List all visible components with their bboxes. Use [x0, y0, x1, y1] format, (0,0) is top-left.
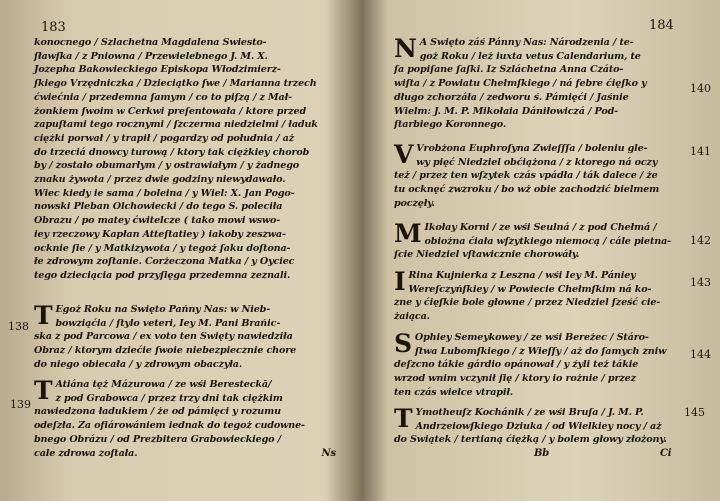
- intro-paragraph: [34, 36, 350, 283]
- text-line: długo zchorzáła / zedworu ś. Pámięći / Jaśnie: [394, 91, 629, 103]
- text-line: Vrobżona Euphroſyna Zwieſſſa / boleniu gle-: [416, 143, 648, 154]
- text-line: poczęły.: [394, 197, 435, 209]
- entry-142: [394, 221, 680, 262]
- initial-letter: T: [394, 404, 413, 433]
- text-line: tego dzieciącia pod przyſięga przedemna zeznali.: [34, 269, 291, 281]
- text-line: bowziąćia / ſtylo veteri, Iey M. Pani Brańic-: [55, 317, 281, 329]
- entry-number: 140: [690, 82, 711, 95]
- text-line: ska z pod Parcowa / ex voto ten Swięty nawiedziła: [34, 331, 293, 343]
- entry-144: [394, 331, 680, 400]
- text-line: nowski Pleban Olchowiecki / do tego S. poleciła: [34, 201, 283, 213]
- text-line: Obraz / ktorym dziećie ſwoie niebezpiecznie chore: [34, 345, 297, 357]
- signature-mark: Bb: [534, 448, 550, 460]
- text-line: ſa popiſane ſaſki. Iz Szláchetna Anna Czáto-: [394, 64, 624, 76]
- entry-number: 139: [10, 398, 31, 411]
- text-line: wrzod wnim vczynił ſię / ktory io rożnie / przez: [394, 373, 636, 385]
- text-line: nawiedzona ładukiem / że od pámięci y rozumu: [34, 406, 281, 418]
- text-line: iey rzeczowy Kapłan Atteſtatiey ) iakoby zeszwa-: [34, 228, 286, 240]
- initial-letter: N: [394, 34, 417, 63]
- text-line: by / zostało obumarłym / y ostrawiałym / y żadnego: [34, 160, 300, 172]
- initial-letter: T: [34, 376, 53, 405]
- text-line: cale zdrowa zoſtała.: [34, 447, 138, 459]
- text-line: do niego obiecała / y zdrowym obaczyła.: [34, 358, 243, 370]
- text-line: z pod Grabowca / przez trzy dni tak ciężkim: [55, 392, 283, 404]
- text-line: ciężki porwał / y trapił / pogardzy od południa / aż: [34, 132, 294, 144]
- text-line: zapuſtami tego rocznymi / ſzczerma niedzielmi / ładuk: [34, 119, 318, 131]
- text-line: Ophiey Semeykowey / ze wśi Bereżec / Stáro-: [414, 332, 649, 343]
- text-line: Andrzeiowſkiego Dziuka / od Wielkiey nocy / aż: [415, 420, 662, 432]
- text-line: też / przez ten wſzytek czás vpádła / ták dalece / że: [394, 170, 658, 182]
- text-line: ten czás wielce vtrapił.: [394, 386, 514, 398]
- text-line: ſcie Niedziel vſtawicznie chorowáły.: [394, 249, 580, 261]
- right-page: [362, 0, 720, 501]
- initial-letter: M: [394, 219, 422, 248]
- text-line: bnego Obrázu / od Prezbitera Grabowieckiego /: [34, 433, 281, 445]
- page-footer: [394, 447, 680, 461]
- text-line: Egoż Roku na Swięto Pańny Nas: w Nieb-: [55, 304, 271, 315]
- entry-138: [34, 303, 350, 372]
- text-line: ocknie ſie / y Matkizywota / y tegoż ſaku doſtona-: [34, 242, 291, 254]
- left-page: [0, 0, 356, 501]
- text-line: Atiána tęż Mázurowa / ze wśi Beresteckā/: [55, 379, 272, 390]
- entry-number: 138: [8, 320, 29, 333]
- entry-139: [34, 378, 350, 460]
- text-line: żaiąca.: [394, 311, 430, 323]
- initial-letter: V: [394, 140, 414, 169]
- text-line: zne y ćięſkie bole głowne / przez Niedziel ſześć cie-: [394, 297, 661, 309]
- initial-letter: T: [34, 301, 53, 330]
- text-line: Ymotheuſz Kochánik / ze wśi Bruſa / J. M. P.: [415, 407, 644, 418]
- text-line: Wereſczyńſkiey / w Powiecie Chełmſkim ná ko-: [408, 283, 652, 295]
- text-line: Wielm: J. M. P. Mikołaia Dániłowiczá / Pod-: [394, 105, 618, 117]
- entry-number: 142: [690, 234, 711, 247]
- text-line: łe zdrowym zoſtanie. Corżeczona Matka / y Oyciec: [34, 256, 295, 268]
- entry-number: 144: [690, 348, 711, 361]
- entry-number: 141: [690, 145, 711, 158]
- text-line: goż Roku / leż iuxta vetus Calendarium, te: [419, 50, 641, 62]
- page-number: 183: [41, 20, 66, 35]
- initial-letter: I: [394, 267, 406, 296]
- text-line: Rina Kujnierka z Leszna / wśi Iey M. Pániey: [408, 270, 636, 281]
- text-line: Ikołay Korni / ze wśi Seulná / z pod Chełmá /: [424, 222, 657, 233]
- catchword: Ns: [321, 447, 336, 459]
- text-line: wy pięć Niedziel obćiążona / z ktorego ná oczy: [416, 156, 658, 168]
- entry-145: [394, 406, 680, 461]
- text-line: ſkiego Vrzędniczka / Dzieciątko ſwe / Marianna trzech: [34, 78, 317, 90]
- text-line: konocnego / Szlachetna Magdalena Swiesto-: [34, 37, 267, 48]
- text-line: Obrazu / po matey ćwitelcze ( tako mowi wswo-: [34, 215, 281, 227]
- entry-143: [394, 269, 680, 324]
- initial-letter: S: [394, 329, 412, 358]
- entry-141: [394, 142, 680, 211]
- text-line: Jozepha Bakowieckiego Episkopa Włodzimierz-: [34, 64, 281, 76]
- page-number: 184: [649, 18, 674, 33]
- text-line: ſtarbiego Koronnego.: [394, 119, 507, 131]
- catchword: Ci: [660, 448, 672, 460]
- text-line: tu ocknęć zwzroku / bo wż obie zachodzić bielmem: [394, 184, 660, 196]
- text-line: odeſzła. Za ofiárowániem iednak do tegoż cudowne-: [34, 420, 305, 432]
- text-line: deſzcno tákie gárdio opánował / y źyli też tákie: [394, 359, 639, 371]
- text-line: do Swiątek / tertianą ćiężką / y bolem głowy złożony.: [394, 434, 667, 446]
- text-line: Wiec kiedy ie sama / boleina / y Wiel: X. Jan Pogo-: [34, 187, 295, 199]
- text-line: obiożna ćiała wſzytkiego niemocą / cále pietna-: [424, 235, 671, 247]
- text-line: żonkiem ſwoim w Cerkwi preſentowała / ktore przed: [34, 105, 307, 117]
- text-line: ſtwa Lubomſkiego / z Wieſſy / aż do ſamych zniw: [414, 345, 667, 357]
- text-line: ćwiećnia / przedemna ſamym / co to piſzą / z Mał-: [34, 91, 292, 103]
- last-line: [34, 447, 350, 461]
- entry-140: [394, 36, 680, 132]
- entry-number: 143: [690, 276, 711, 289]
- text-line: do trzeciá dnowcy turową / ktory tak ciężkiey chorob: [34, 146, 310, 158]
- entry-number: 145: [684, 406, 705, 419]
- text-line: wiſta / z Powiatu Chełmſkiego / ná febre ćięſko y: [394, 78, 647, 90]
- text-line: ſławſka / z Pniowna / Przewielebnego J. M. X.: [34, 50, 268, 62]
- text-line: znaku żywota / przez dwie godziny niewydawało.: [34, 174, 286, 186]
- text-line: A Swięto záś Pánny Nas: Národzenia / te-: [419, 37, 634, 48]
